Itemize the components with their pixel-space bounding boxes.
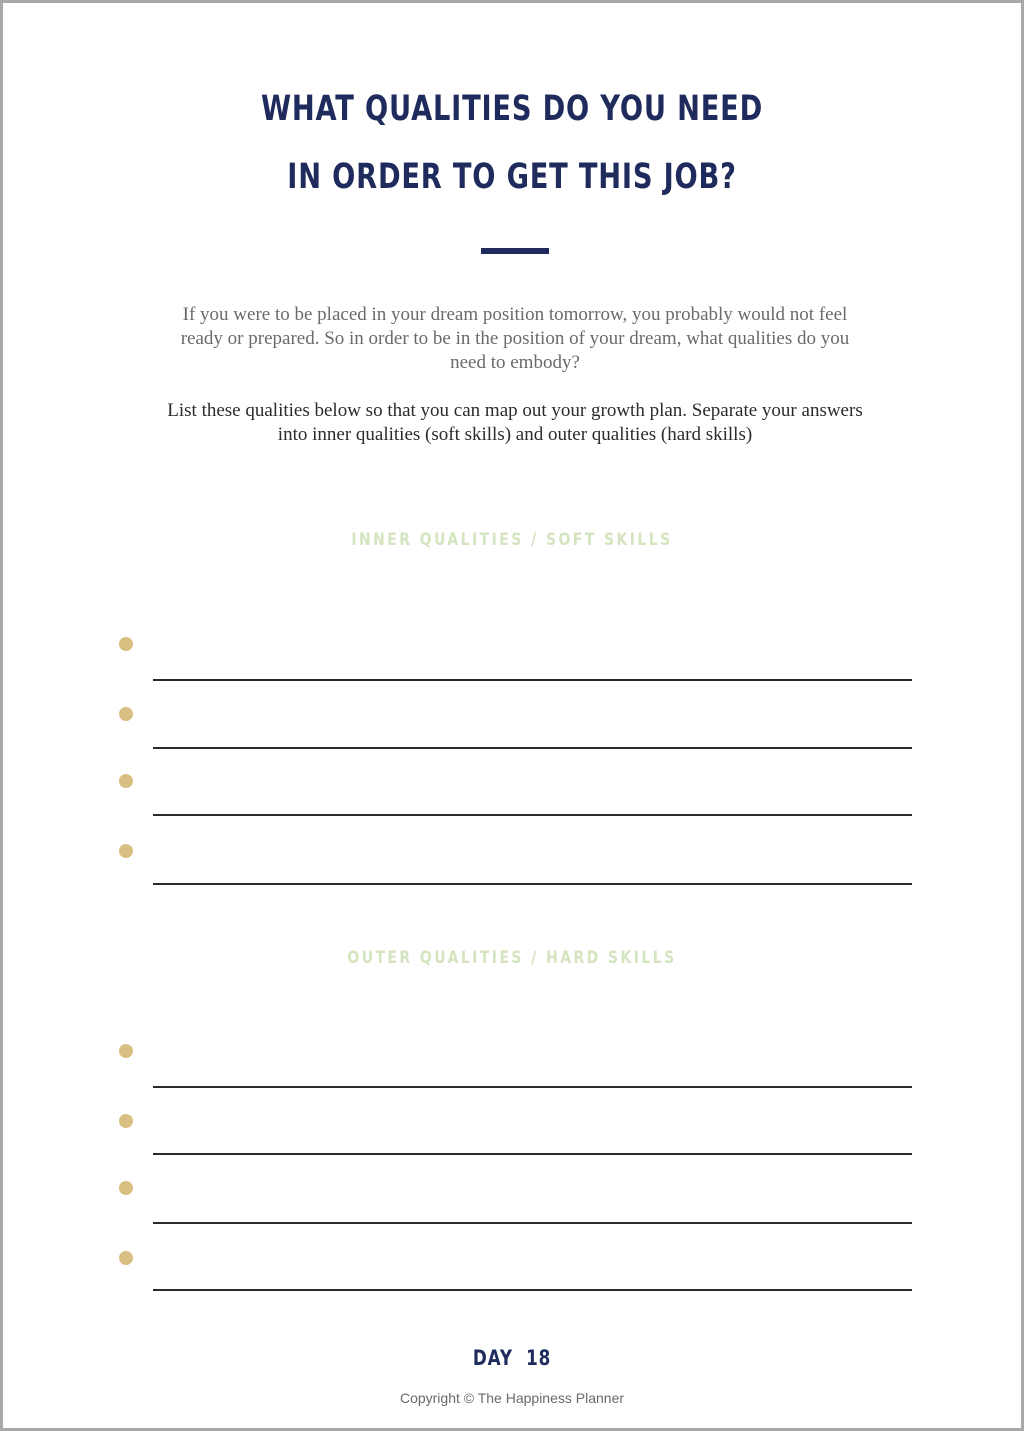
outer-qualities-heading: OUTER QUALITIES / HARD SKILLS (347, 948, 677, 968)
inner-qualities-heading: INNER QUALITIES / SOFT SKILLS (351, 530, 673, 550)
day-label: DAY 18 (472, 1346, 552, 1370)
bullet-icon (119, 1251, 133, 1265)
outer-answer-line-2[interactable] (153, 1153, 912, 1155)
bullet-icon (119, 844, 133, 858)
bullet-icon (119, 1181, 133, 1195)
bullet-icon (119, 1044, 133, 1058)
outer-answer-line-3[interactable] (153, 1222, 912, 1224)
instructions-paragraph: List these qualities below so that you can map out your growth plan. Separate your answers into inner qualities (soft skills) and outer qualities (hard skills) (167, 400, 863, 445)
inner-answer-line-3[interactable] (153, 814, 912, 816)
bullet-icon (119, 637, 133, 651)
outer-answer-line-1[interactable] (153, 1086, 912, 1088)
bullet-icon (119, 774, 133, 788)
bullet-icon (119, 1114, 133, 1128)
title-divider (481, 248, 549, 254)
outer-answer-line-4[interactable] (153, 1289, 912, 1291)
page-title-line-1: WHAT QUALITIES DO YOU NEED (260, 89, 764, 129)
inner-answer-line-2[interactable] (153, 747, 912, 749)
intro-paragraph: If you were to be placed in your dream position tomorrow, you probably would not feel ready or prepared. So in order to be in the position of your dream, what qualities do you need to embody? (180, 304, 850, 373)
page-title-line-2: IN ORDER TO GET THIS JOB? (287, 157, 737, 197)
inner-answer-line-1[interactable] (153, 679, 912, 681)
inner-answer-line-4[interactable] (153, 883, 912, 885)
bullet-icon (119, 707, 133, 721)
copyright-text: Copyright © The Happiness Planner (399, 1390, 625, 1406)
